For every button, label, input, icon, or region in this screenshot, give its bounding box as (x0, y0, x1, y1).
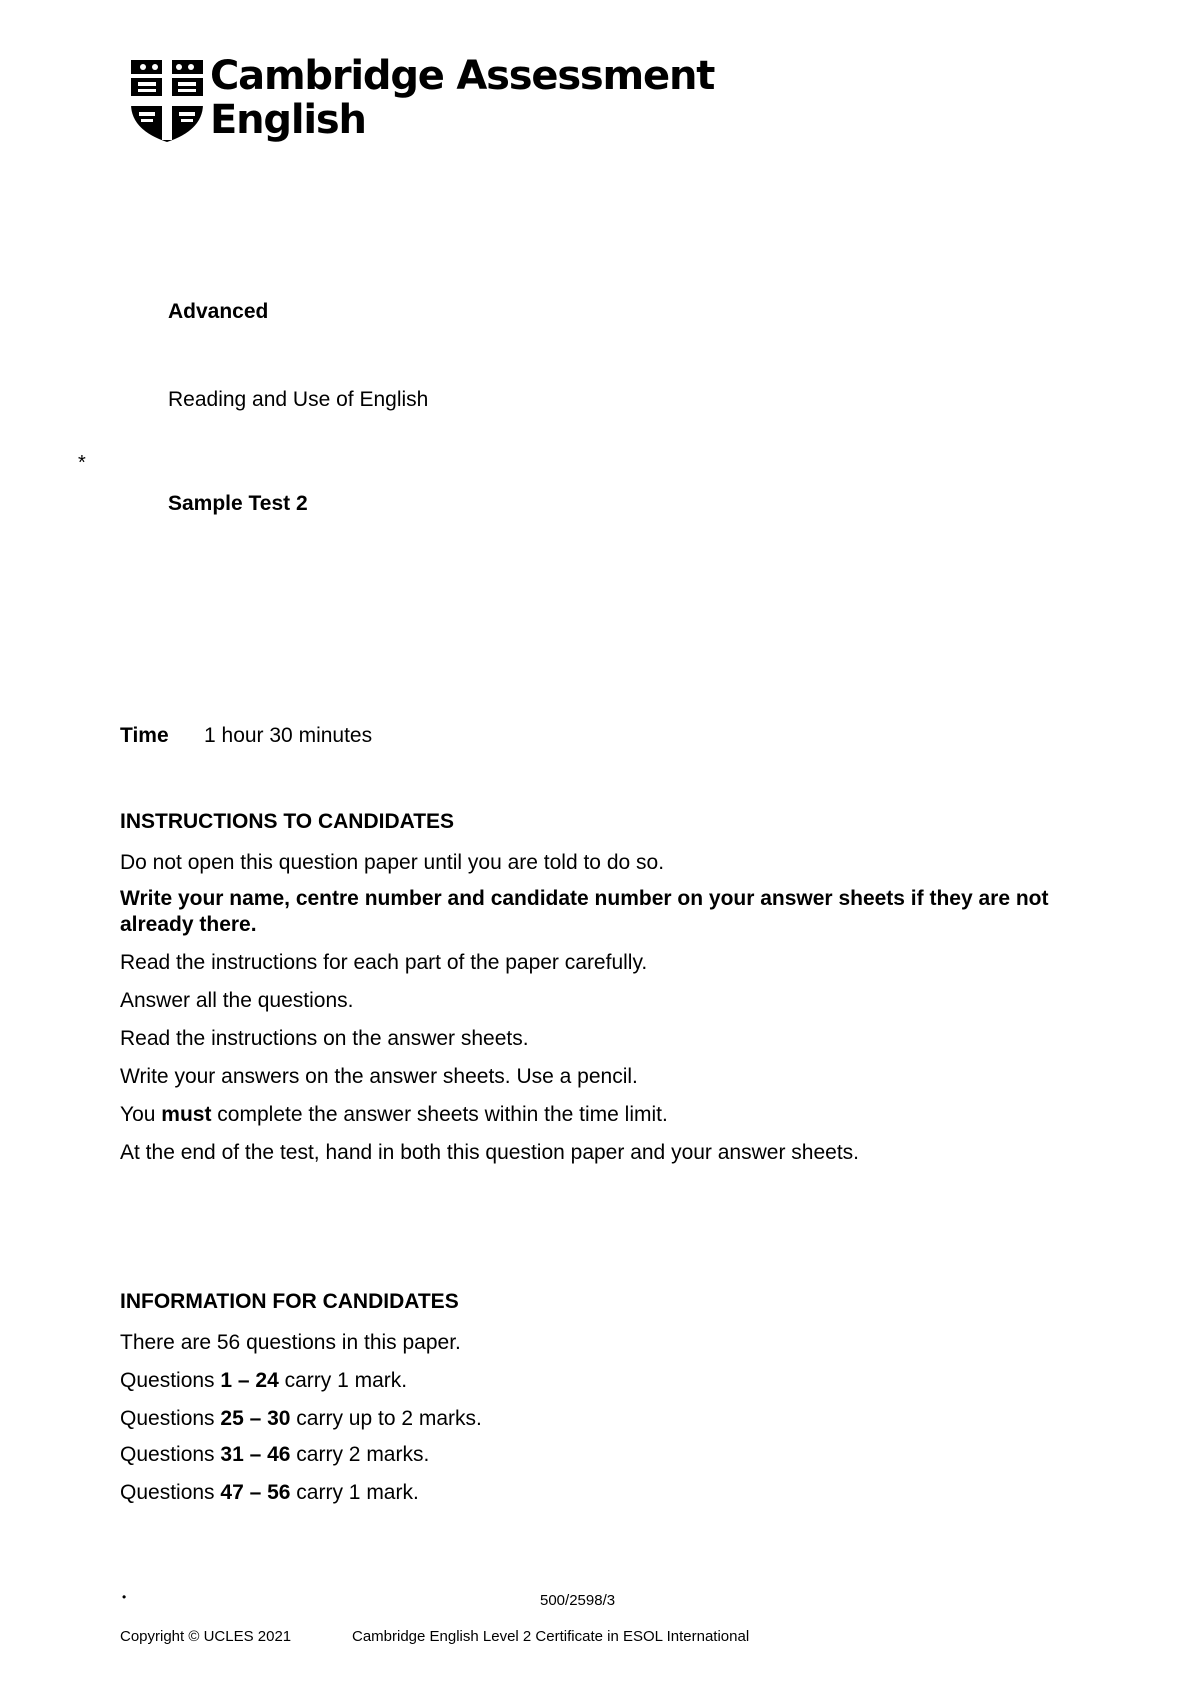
instruction-line: Do not open this question paper until you are told to do so. (120, 851, 665, 874)
shield-crest-icon (128, 58, 206, 144)
paper-code: 500/2598/3 (540, 1592, 616, 1609)
question-range: 31 – 46 (220, 1443, 291, 1466)
instruction-line: Read the instructions on the answer sheets. (120, 1027, 529, 1050)
copyright-text: Copyright © UCLES 2021 (120, 1628, 292, 1645)
instruction-line: At the end of the test, hand in both this question paper and your answer sheets. (120, 1141, 859, 1164)
questions-prefix: Questions (120, 1443, 221, 1466)
instruction-emphasis: must (161, 1103, 212, 1126)
instruction-line-bold: Write your name, centre number and candidate number on your answer sheets if they are not already there. (120, 887, 1049, 936)
footer-dot: • (122, 1590, 127, 1604)
question-marks: carry up to 2 marks. (290, 1407, 482, 1430)
paper-name: Reading and Use of English (168, 388, 429, 411)
information-line (120, 1406, 1080, 1432)
asterisk-mark: * (78, 452, 86, 474)
information-line (120, 1442, 1080, 1468)
instruction-line: Write your answers on the answer sheets. Use a pencil. (120, 1065, 638, 1088)
information-line (120, 1368, 1080, 1394)
instruction-text: You (120, 1103, 162, 1126)
certificate-name: Cambridge English Level 2 Certificate in ESOL International (352, 1628, 750, 1645)
time-label: Time (120, 724, 169, 747)
instruction-line: Answer all the questions. (120, 989, 354, 1012)
instructions-heading: INSTRUCTIONS TO CANDIDATES (120, 810, 455, 833)
instruction-line (120, 1102, 1080, 1128)
instruction-line: Read the instructions for each part of the paper carefully. (120, 951, 648, 974)
sample-test-title: Sample Test 2 (168, 492, 308, 515)
question-range: 47 – 56 (220, 1481, 291, 1504)
question-marks: carry 1 mark. (290, 1481, 419, 1504)
logo-line-2: English (210, 97, 366, 143)
exam-level: Advanced (168, 300, 269, 323)
logo-wordmark (210, 54, 714, 142)
cambridge-logo (128, 53, 715, 148)
logo-line-1: Cambridge Assessment (210, 53, 715, 99)
questions-prefix: Questions (120, 1369, 221, 1392)
question-range: 25 – 30 (220, 1407, 291, 1430)
question-marks: carry 2 marks. (290, 1443, 430, 1466)
question-marks: carry 1 mark. (278, 1369, 408, 1392)
information-line (120, 1480, 1080, 1506)
questions-prefix: Questions (120, 1407, 221, 1430)
information-heading: INFORMATION FOR CANDIDATES (120, 1290, 459, 1313)
question-range: 1 – 24 (220, 1369, 279, 1392)
time-value: 1 hour 30 minutes (204, 724, 373, 747)
instruction-text: complete the answer sheets within the time limit. (211, 1103, 668, 1126)
questions-prefix: Questions (120, 1481, 221, 1504)
information-line: There are 56 questions in this paper. (120, 1331, 461, 1354)
